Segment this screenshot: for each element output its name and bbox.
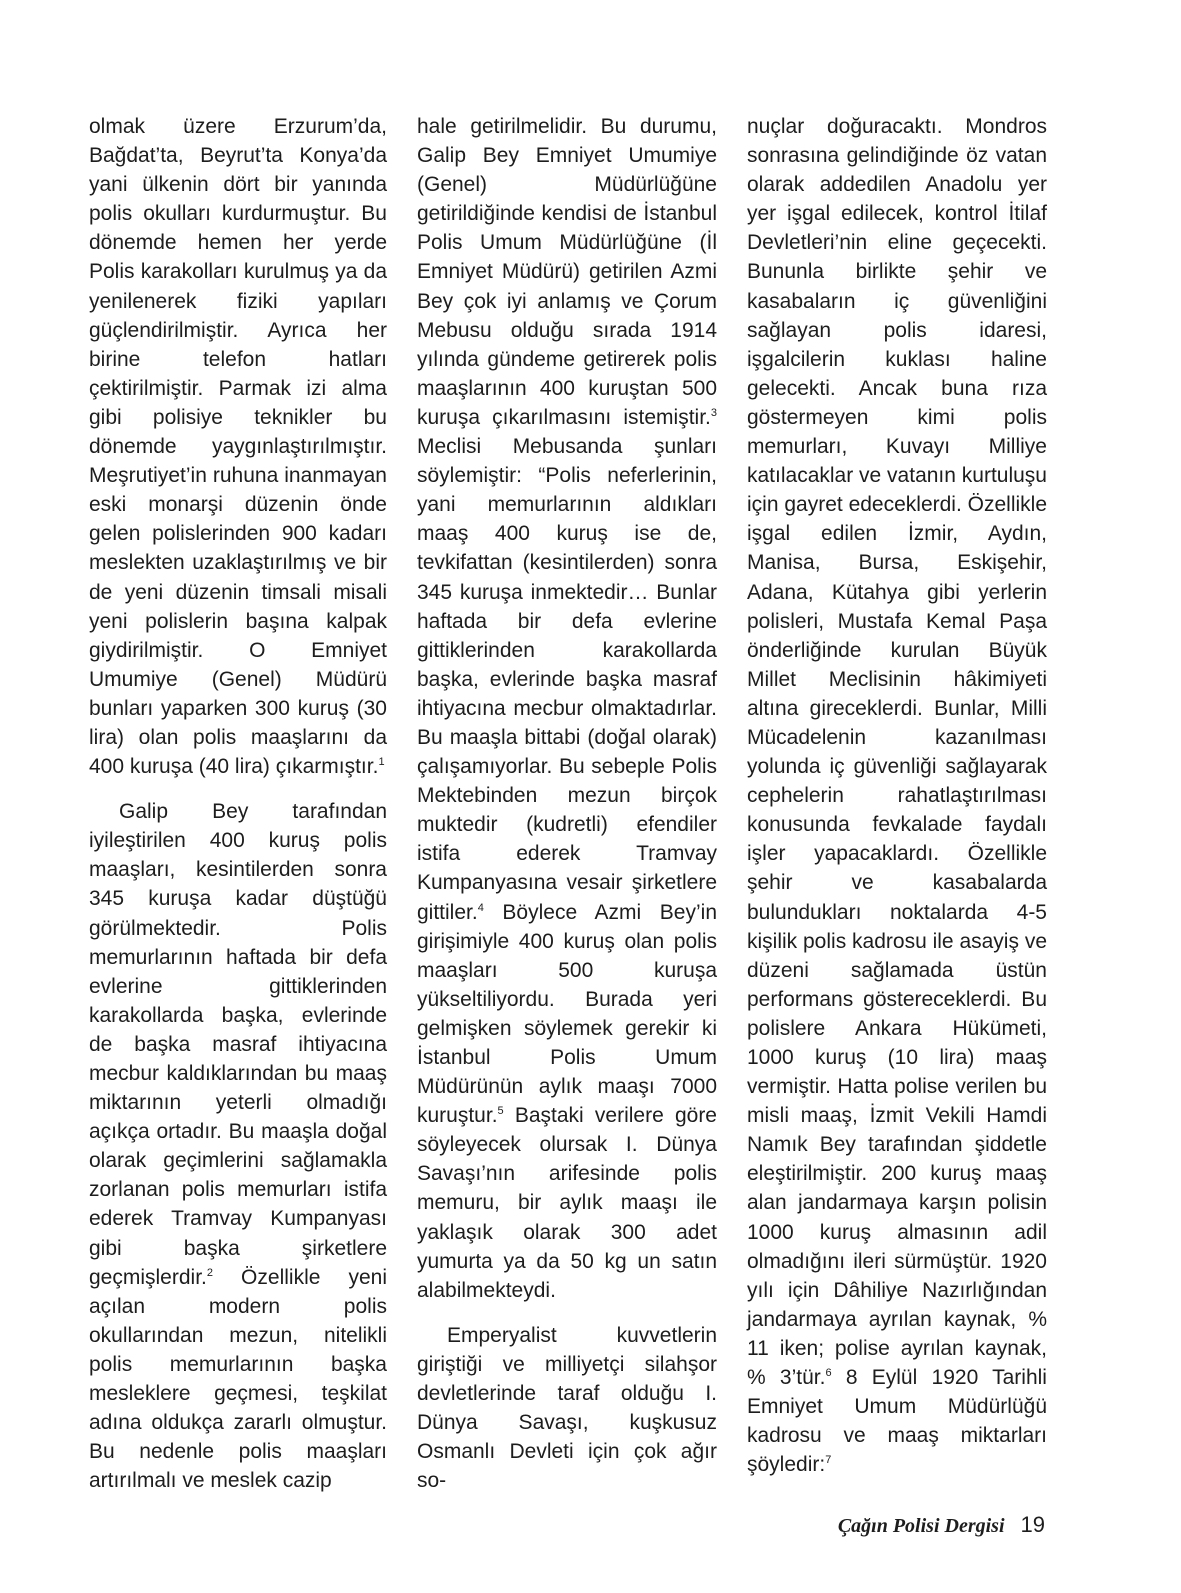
page-footer [838, 1512, 1045, 1538]
text-segment: olmak üzere Erzurum’da, Bağdat’ta, Beyrut’ta Konya’da yani ülkenin dört bir yanında polis okulları kurdurmuştur. Bu dönemde hemen her yerde Polis karakolları kurulmuş ya da yenilenerek fiziki yapıları güçlendirilmiştir. Ayrıca her birine telefon hatları çektirilmiştir. Parmak izi alma gibi polisiye teknikler bu dönemde yaygınlaştırılmıştır. Meşrutiyet’in ruhuna inanmayan eski monarşi düzenin önde gelen polislerinden 900 kadarı meslekten uzaklaştırılmış ve bir de yeni düzenin timsali misali yeni polislerin başına kalpak giydirilmiştir. O Emniyet Umumiye (Genel) Müdürü bunları yaparken 300 kuruş (30 lira) olan polis maaşlarını da 400 kuruşa (40 lira) çıkarmıştır. [89, 115, 387, 779]
paragraph [417, 112, 717, 1305]
text-segment: Emperyalist kuvvetlerin giriştiği ve milliyetçi silahşor devletlerinde taraf olduğu I. Dünya Savaşı, kuşkusuz Osmanlı Devleti için çok ağır so- [417, 1323, 717, 1493]
footnote-marker: 7 [825, 1454, 832, 1467]
footnote-marker: 3 [710, 406, 717, 419]
paragraph [89, 797, 387, 1495]
footnote-marker: 5 [497, 1105, 504, 1118]
text-segment: Meclisi Mebusanda şunları söylemiştir: “Polis neferlerinin, yani memurlarının aldıkları maaş 400 kuruş ise de, tevkifattan (kesintilerden) sonra 345 kuruşa inmektedir… Bunlar haftada bir defa evlerine gittiklerinden karakollarda başka, evlerinde başka masraf ihtiyacına mecbur olmaktadırlar. Bu maaşla bittabi (doğal olarak) çalışamıyorlar. Bu sebeple Polis Mektebinden mezun birçok muktedir (kudretli) efendiler istifa ederek Tramvay Kumpanyasına vesair şirketlere gittiler. [417, 435, 717, 924]
paragraph [417, 1321, 717, 1496]
text-segment: 8 Eylül 1920 Tarihli Emniyet Umum Müdürlüğü kadrosu ve maaş miktarları şöyledir: [747, 1366, 1047, 1477]
magazine-name: Çağın Polisi Dergisi [837, 1515, 1005, 1537]
text-segment: hale getirilmelidir. Bu durumu, Galip Bey Emniyet Umumiye (Genel) Müdürlüğüne getirildiğinde kendisi de İstanbul Polis Umum Müdürlüğüne (İl Emniyet Müdürü) getirilen Azmi Bey çok iyi anlamış ve Çorum Mebusu olduğu sırada 1914 yılında gündeme getirerek polis maaşlarının 400 kuruştan 500 kuruşa çıkarılmasını istemiştir. [417, 115, 717, 429]
text-column-2 [417, 112, 717, 1495]
text-column-1 [89, 112, 387, 1495]
text-segment: Galip Bey tarafından iyileştirilen 400 kuruş polis maaşları, kesintilerden sonra 345 kuruşa kadar düştüğü görülmektedir. Polis memurlarının haftada bir defa evlerine gittiklerinden karakollarda başka, evlerinde de başka masraf ihtiyacına mecbur kaldıklarından bu maaş miktarının yeterli olmadığı açıkça ortadır. Bu maaşla doğal olarak geçimlerini sağlamakla zorlanan polis memurları istifa ederek Tramvay Kumpanyası gibi başka şirketlere geçmişlerdir. [89, 800, 387, 1289]
text-segment: nuçlar doğuracaktı. Mondros sonrasına gelindiğinde öz vatan olarak addedilen Anadolu yer yer işgal edilecek, kontrol İtilaf Devletleri’nin eline geçecekti. Bununla birlikte şehir ve kasabaların iç güvenliğini sağlayan polis idaresi, işgalcilerin kuklası haline gelecekti. Ancak buna rıza göstermeyen kimi polis memurları, Kuvayı Milliye katılacaklar ve vatanın kurtuluşu için gayret edeceklerdi. Özellikle işgal edilen İzmir, Aydın, Manisa, Bursa, Eskişehir, Adana, Kütahya gibi yerlerin polisleri, Mustafa Kemal Paşa önderliğinde kurulan Büyük Millet Meclisinin hâkimiyeti altına gireceklerdi. Bunlar, Milli Mücadelenin kazanılması yolunda iç güvenliği sağlayarak cephelerin rahatlaştırılması konusunda fevkalade faydalı işler yapacaklardı. Özellikle şehir ve kasabalarda bulundukları noktalarda 4-5 kişilik polis kadrosu ile asayiş ve düzeni sağlamada üstün performans göstereceklerdi. Bu polislere Ankara Hükümeti, 1000 kuruş (10 lira) maaş vermiştir. Hatta polise verilen bu misli maaş, İzmit Vekili Hamdi Namık Bey tarafından şiddetle eleştirilmiştir. 200 kuruş maaş alan jandarmaya karşın polisin 1000 kuruş almasının adil olmadığını ileri sürmüştür. 1920 yılı için Dâhiliye Nazırlığından jandarmaya ayrılan kaynak, % 11 iken; polise ayrılan kaynak, % 3’tür. [747, 115, 1047, 1390]
text-segment: Özellikle yeni açılan modern polis okullarından mezun, nitelikli polis memurlarının başka mesleklere geçmesi, teşkilat adına oldukça zararlı olmuştur. Bu nedenle polis maaşları artırılmalı ve meslek cazip [89, 1265, 387, 1493]
footnote-marker: 1 [378, 756, 385, 769]
text-segment: Baştaki verilere göre söyleyecek olursak I. Dünya Savaşı’nın arifesinde polis memuru, bir aylık maaşı ile yaklaşık olarak 300 adet yumurta ya da 50 kg un satın alabilmekteydi. [417, 1104, 717, 1302]
text-segment: Böylece Azmi Bey’in girişimiyle 400 kuruş olan polis maaşları 500 kuruşa yükseltiliyordu. Burada yeri gelmişken söylemek gerekir ki İstanbul Polis Umum Müdürünün aylık maaşı 7000 kuruştur. [417, 900, 717, 1128]
footnote-marker: 2 [206, 1266, 213, 1279]
footnote-marker: 4 [477, 901, 484, 914]
footnote-marker: 6 [825, 1367, 832, 1380]
paragraph [747, 112, 1047, 1479]
page-number: 19 [1020, 1512, 1045, 1537]
paragraph [89, 112, 387, 781]
text-column-3 [747, 112, 1047, 1479]
